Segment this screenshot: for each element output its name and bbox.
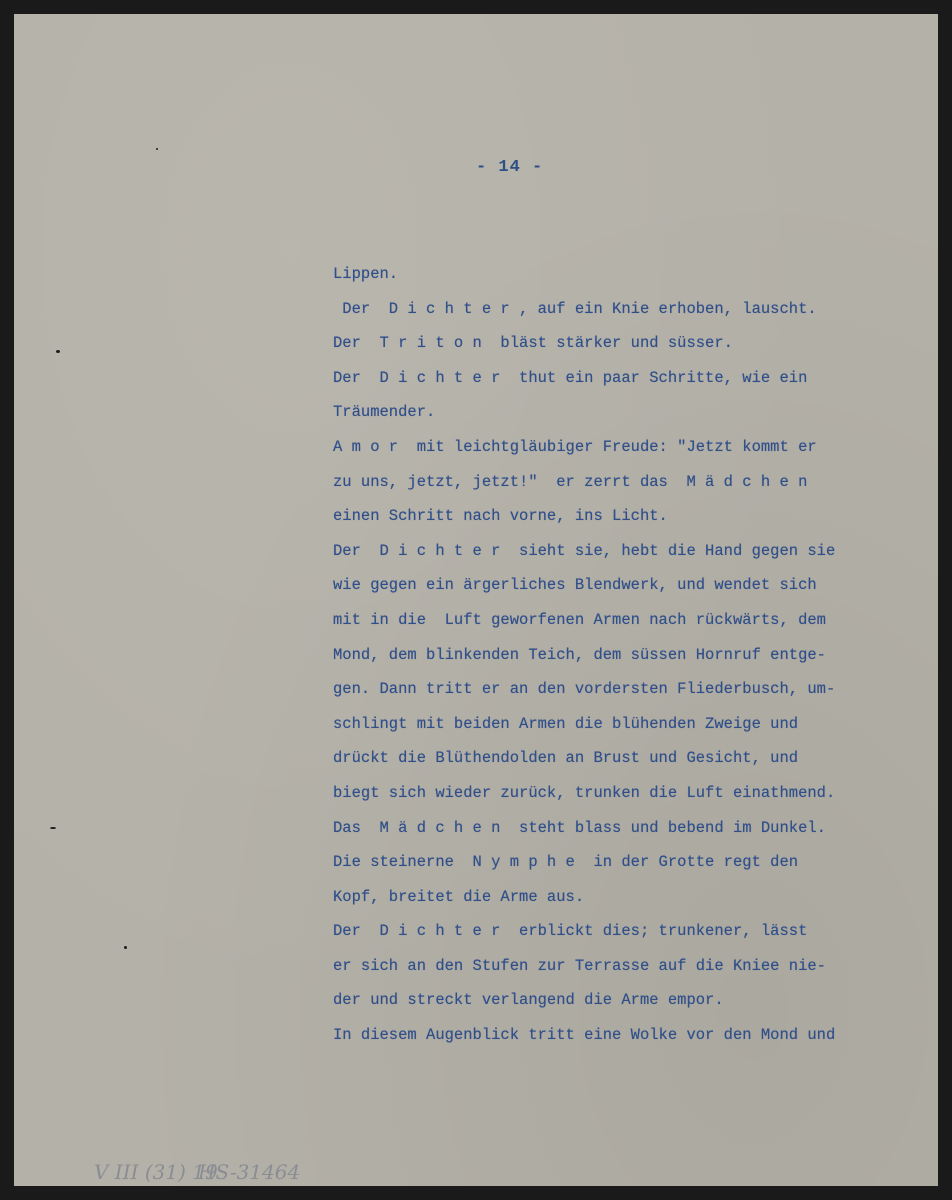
paper-speck — [50, 827, 56, 829]
text-line: Lippen. — [333, 265, 399, 283]
text-line: Träumender. — [333, 403, 436, 422]
shelfmark-annotation: V III (31) 19 — [94, 1160, 218, 1184]
paper-sheet — [14, 14, 938, 1186]
text-line: Die steinerne N y m p h e in der Grotte regt den — [333, 853, 799, 872]
text-line: zu uns, jetzt, jetzt!" er zerrt das M ä d c h e n — [333, 472, 808, 491]
text-line: einen Schritt nach vorne, ins Licht. — [333, 507, 668, 526]
text-line: biegt sich wieder zurück, trunken die Luft einathmend. — [333, 783, 836, 802]
text-line: Kopf, breitet die Arme aus. — [333, 887, 585, 906]
text-line: Der T r i t o n bläst stärker und süsser. — [333, 334, 733, 353]
text-line: drückt die Blüthendolden an Brust und Gesicht, und — [333, 749, 799, 768]
paper-speck — [124, 946, 127, 949]
text-line: mit in die Luft geworfenen Armen nach rückwärts, dem — [333, 610, 826, 629]
text-line: Der D i c h t e r erblickt dies; trunkener, lässt — [333, 922, 808, 941]
text-line: A m o r mit leichtgläubiger Freude: "Jetzt kommt er — [333, 437, 817, 456]
text-line: gen. Dann tritt er an den vordersten Fliederbusch, um- — [333, 680, 836, 699]
text-line: Der D i c h t e r , auf ein Knie erhoben, lauscht. — [333, 299, 817, 318]
text-line: Der D i c h t e r thut ein paar Schritte, wie ein — [333, 368, 808, 387]
typed-text-body — [333, 257, 913, 1053]
page-number: - 14 - — [476, 158, 544, 177]
text-line: Das M ä d c h e n steht blass und bebend im Dunkel. — [333, 818, 826, 837]
text-line: schlingt mit beiden Armen die blühenden Zweige und — [333, 714, 799, 733]
paper-speck — [156, 148, 158, 150]
text-line: wie gegen ein ärgerliches Blendwerk, und wendet sich — [333, 576, 817, 595]
inventory-number-annotation: HS-31464 — [198, 1160, 301, 1184]
text-line: er sich an den Stufen zur Terrasse auf die Kniee nie- — [333, 956, 826, 975]
text-line: Der D i c h t e r sieht sie, hebt die Hand gegen sie — [333, 541, 836, 560]
text-line: Mond, dem blinkenden Teich, dem süssen Hornruf entge- — [333, 645, 826, 664]
text-line: der und streckt verlangend die Arme empor. — [333, 991, 724, 1010]
paper-speck — [56, 350, 60, 353]
text-line: In diesem Augenblick tritt eine Wolke vor den Mond und — [333, 1026, 836, 1045]
